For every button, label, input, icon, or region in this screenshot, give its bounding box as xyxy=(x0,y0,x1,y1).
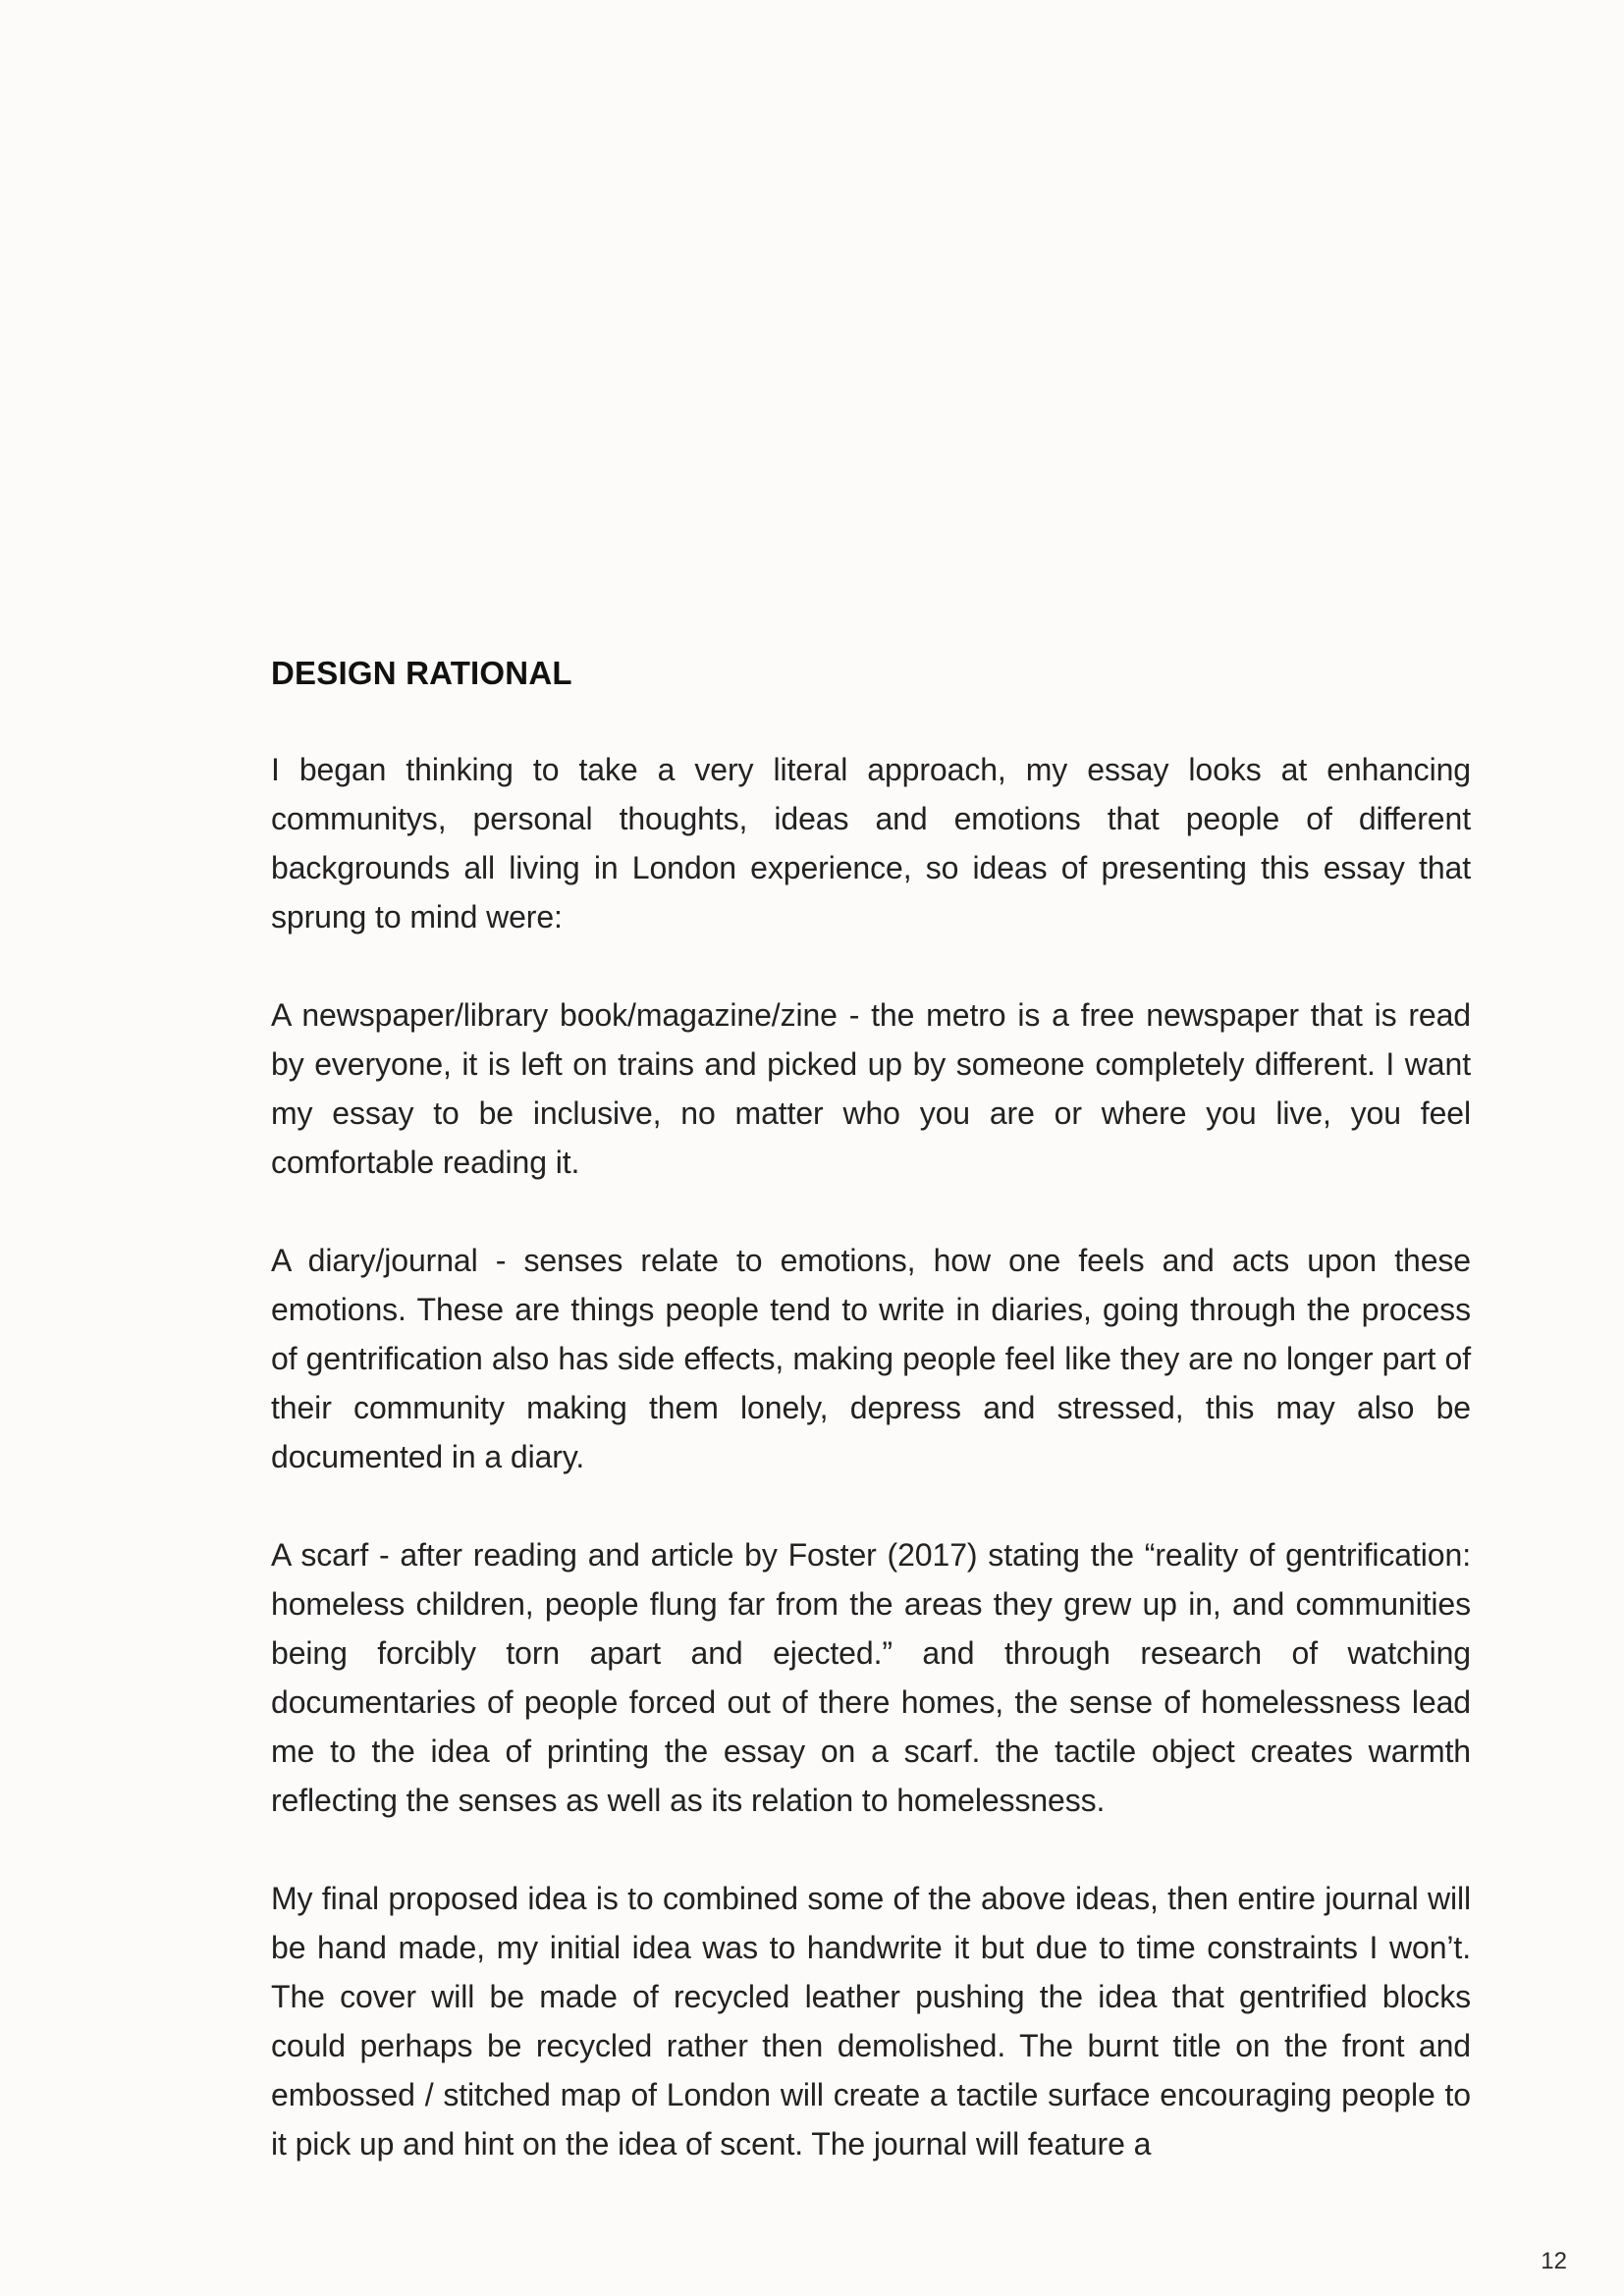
paragraph-final-proposal: My final proposed idea is to combined some of the above ideas, then entire journal will be hand made, my initial idea was to handwrite it but due to time constraints I won’t. The cover will be made of recycled leather pushing the idea that gentrified blocks could perhaps be recycled rather then demolished. The burnt title on the front and embossed / stitched map of London will create a tactile surface encouraging people to it pick up and hint on the idea of scent. The journal will feature a xyxy=(271,1881,1471,2162)
paragraph-newspaper-idea: A newspaper/library book/magazine/zine - the metro is a free newspaper that is read by everyone, it is left on trains and picked up by someone completely different. I want my essay to be inclusive, no matter who you are or where you live, you feel comfortable reading it. xyxy=(271,997,1471,1180)
page-number: 12 xyxy=(1541,2248,1567,2274)
section-heading: DESIGN RATIONAL xyxy=(271,655,572,691)
paragraph-intro: I began thinking to take a very literal approach, my essay looks at enhancing communitys, personal thoughts, ideas and emotions that people of different backgrounds all living in London experience, so ideas of presenting this essay that sprung to mind were: xyxy=(271,752,1471,934)
document-content xyxy=(271,652,1471,2168)
paragraph-diary-idea: A diary/journal - senses relate to emotions, how one feels and acts upon these emotions. These are things people tend to write in diaries, going through the process of gentrification also has side effects, making people feel like they are no longer part of their community making them lonely, depress and stressed, this may also be documented in a diary. xyxy=(271,1243,1471,1474)
paragraph-scarf-idea: A scarf - after reading and article by Foster (2017) stating the “reality of gentrification: homeless children, people flung far from the areas they grew up in, and communities being forcibly torn apart and ejected.” and through research of watching documentaries of people forced out of there homes, the sense of homelessness lead me to the idea of printing the essay on a scarf. the tactile object creates warmth reflecting the senses as well as its relation to homelessness. xyxy=(271,1537,1471,1818)
